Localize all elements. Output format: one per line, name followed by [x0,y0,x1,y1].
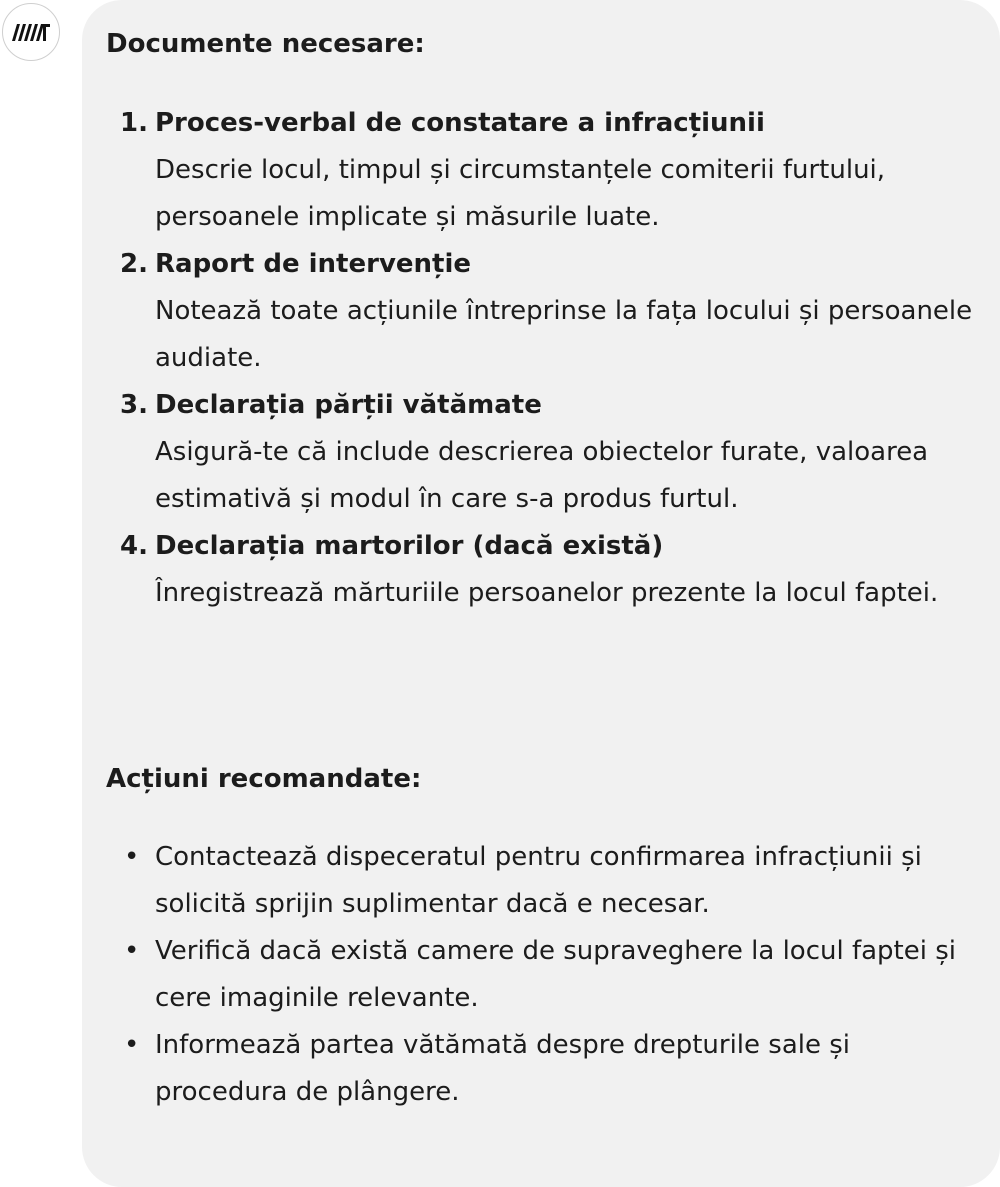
list-item [82,241,975,382]
list-item [82,382,975,523]
list-item-title: Declarația martorilor (dacă există) [155,531,664,561]
actions-heading: Acțiuni recomandate: [106,764,422,794]
list-item-text: Verifică dacă există camere de supraveghere la locul faptei și cere imaginile relevante. [155,936,956,1013]
list-item [82,523,975,617]
bullet-marker: • [124,842,140,872]
avatar [2,3,60,61]
list-item-number: 1. [120,108,148,138]
list-item-text: Informează partea vătămată despre drepturile sale și procedura de plângere. [155,1030,851,1107]
list-item [82,928,975,1022]
list-item-description: Notează toate acțiunile întreprinse la fața locului și persoanele audiate. [155,296,973,373]
list-item-number: 3. [120,390,148,420]
list-item [82,100,975,241]
list-item-description: Asigură-te că include descrierea obiectelor furate, valoarea estimativă și modul în care s-a produs furtul. [155,437,929,514]
list-item [82,1022,975,1116]
actions-list [82,834,975,1116]
assistant-message-bubble [82,0,1000,1187]
bullet-marker: • [124,1030,140,1060]
documents-list [82,100,975,617]
list-item-title: Proces-verbal de constatare a infracțiunii [155,108,765,138]
list-item-number: 4. [120,531,148,561]
brand-logo-icon [10,21,52,43]
bullet-marker: • [124,936,140,966]
list-item-number: 2. [120,249,148,279]
list-item [82,834,975,928]
list-item-description: Înregistrează mărturiile persoanelor prezente la locul faptei. [155,578,939,608]
list-item-description: Descrie locul, timpul și circumstanțele comiterii furtului, persoanele implicate și măsurile luate. [155,155,886,232]
list-item-title: Declarația părții vătămate [155,390,542,420]
list-item-title: Raport de intervenție [155,249,472,279]
list-item-text: Contactează dispeceratul pentru confirmarea infracțiunii și solicită sprijin suplimentar dacă e necesar. [155,842,922,919]
documents-heading: Documente necesare: [106,29,425,59]
